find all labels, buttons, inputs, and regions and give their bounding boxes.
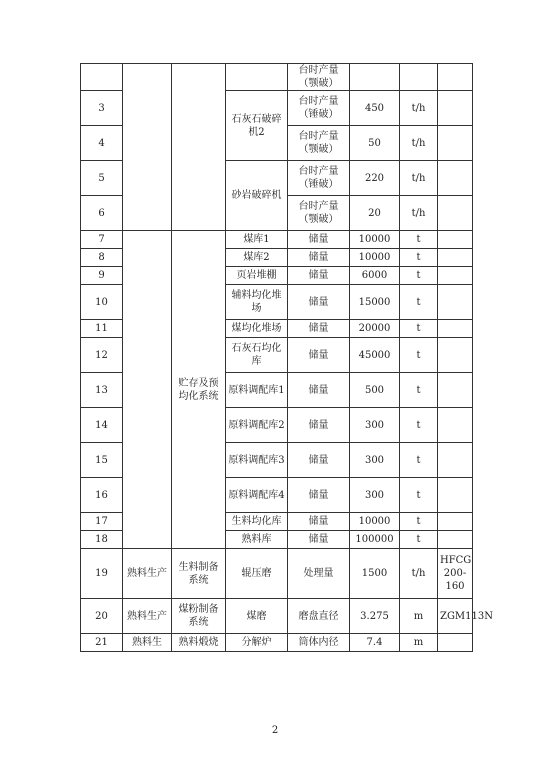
equipment-cell: 煤库1 [226, 231, 288, 249]
process-cell: 熟料生产 [123, 549, 172, 599]
row-number: 15 [81, 443, 123, 478]
process-cell: 熟料生 [123, 634, 172, 652]
unit-cell: t/h [400, 549, 438, 599]
equipment-cell: 原料调配库4 [226, 478, 288, 513]
model-cell [438, 267, 473, 285]
model-cell [438, 373, 473, 408]
parameter-cell: 台时产量 （颚破） [288, 126, 350, 161]
value-cell [350, 64, 400, 91]
model-cell [438, 196, 473, 231]
unit-cell: t [400, 231, 438, 249]
row-number: 21 [81, 634, 123, 652]
value-cell: 300 [350, 408, 400, 443]
system-cell [172, 64, 226, 231]
row-number: 18 [81, 531, 123, 549]
value-cell: 45000 [350, 338, 400, 373]
unit-cell: m [400, 634, 438, 652]
row-number: 4 [81, 126, 123, 161]
value-cell: 500 [350, 373, 400, 408]
unit-cell: t [400, 531, 438, 549]
unit-cell: t/h [400, 196, 438, 231]
parameter-cell: 筒体内径 [288, 634, 350, 652]
system-cell: 贮存及预均化系统 [172, 231, 226, 549]
value-cell: 7.4 [350, 634, 400, 652]
row-number: 9 [81, 267, 123, 285]
equipment-cell: 石灰石破碎机2 [226, 91, 288, 161]
model-cell: ZGM113N [438, 599, 473, 634]
value-cell: 100000 [350, 531, 400, 549]
row-number: 7 [81, 231, 123, 249]
row-number: 13 [81, 373, 123, 408]
unit-cell: t [400, 338, 438, 373]
system-cell: 熟料煅烧 [172, 634, 226, 652]
parameter-cell: 台时产量 （锤破） [288, 91, 350, 126]
model-cell [438, 531, 473, 549]
row-number: 3 [81, 91, 123, 126]
model-cell [438, 408, 473, 443]
unit-cell: t [400, 513, 438, 531]
model-cell [438, 249, 473, 267]
value-cell: 450 [350, 91, 400, 126]
unit-cell: t [400, 443, 438, 478]
row-number [81, 64, 123, 91]
parameter-cell: 储量 [288, 513, 350, 531]
value-cell: 300 [350, 478, 400, 513]
equipment-cell [226, 64, 288, 91]
equipment-cell: 煤均化堆场 [226, 320, 288, 338]
parameter-cell: 储量 [288, 249, 350, 267]
row-number: 8 [81, 249, 123, 267]
parameter-cell: 储量 [288, 478, 350, 513]
unit-cell: t/h [400, 126, 438, 161]
unit-cell: t [400, 320, 438, 338]
model-cell: HFCG 200-160 [438, 549, 473, 599]
equipment-cell: 页岩堆棚 [226, 267, 288, 285]
model-cell [438, 91, 473, 126]
equipment-table [80, 63, 494, 652]
parameter-cell: 处理量 [288, 549, 350, 599]
model-cell [438, 161, 473, 196]
row-number: 12 [81, 338, 123, 373]
equipment-cell: 原料调配库3 [226, 443, 288, 478]
unit-cell: t [400, 373, 438, 408]
row-number: 10 [81, 285, 123, 320]
process-cell: 熟料生产 [123, 599, 172, 634]
parameter-cell: 储量 [288, 443, 350, 478]
equipment-cell: 分解炉 [226, 634, 288, 652]
value-cell: 10000 [350, 249, 400, 267]
model-cell [438, 320, 473, 338]
model-cell [438, 478, 473, 513]
table-row [81, 549, 473, 599]
unit-cell [400, 64, 438, 91]
row-number: 17 [81, 513, 123, 531]
equipment-cell: 煤磨 [226, 599, 288, 634]
parameter-cell: 储量 [288, 320, 350, 338]
value-cell: 3.275 [350, 599, 400, 634]
parameter-cell: 储量 [288, 285, 350, 320]
unit-cell: t [400, 478, 438, 513]
table-row [81, 599, 473, 634]
parameter-cell: 储量 [288, 231, 350, 249]
value-cell: 6000 [350, 267, 400, 285]
unit-cell: t/h [400, 161, 438, 196]
table-row [81, 634, 473, 652]
model-cell [438, 513, 473, 531]
parameter-cell: 储量 [288, 338, 350, 373]
parameter-cell: 储量 [288, 408, 350, 443]
unit-cell: m [400, 599, 438, 634]
system-cell: 生料制备系统 [172, 549, 226, 599]
equipment-cell: 生料均化库 [226, 513, 288, 531]
unit-cell: t/h [400, 91, 438, 126]
value-cell: 220 [350, 161, 400, 196]
parameter-cell: 台时产量 （颚破） [288, 196, 350, 231]
equipment-cell: 石灰石均化库 [226, 338, 288, 373]
model-cell [438, 634, 473, 652]
row-number: 20 [81, 599, 123, 634]
parameter-cell: 台时产量 （颚破） [288, 64, 350, 91]
model-cell [438, 338, 473, 373]
value-cell: 10000 [350, 231, 400, 249]
table-row [81, 231, 473, 249]
equipment-cell: 原料调配库2 [226, 408, 288, 443]
unit-cell: t [400, 408, 438, 443]
value-cell: 10000 [350, 513, 400, 531]
value-cell: 300 [350, 443, 400, 478]
model-cell [438, 64, 473, 91]
process-cell [123, 231, 172, 549]
value-cell: 1500 [350, 549, 400, 599]
unit-cell: t [400, 249, 438, 267]
row-number: 11 [81, 320, 123, 338]
equipment-cell: 熟料库 [226, 531, 288, 549]
unit-cell: t [400, 285, 438, 320]
unit-cell: t [400, 267, 438, 285]
model-cell [438, 443, 473, 478]
equipment-cell: 辊压磨 [226, 549, 288, 599]
equipment-cell: 辅料均化堆场 [226, 285, 288, 320]
row-number: 16 [81, 478, 123, 513]
row-number: 19 [81, 549, 123, 599]
equipment-cell: 煤库2 [226, 249, 288, 267]
row-number: 5 [81, 161, 123, 196]
row-number: 14 [81, 408, 123, 443]
page-number: 2 [271, 725, 279, 736]
model-cell [438, 231, 473, 249]
value-cell: 20 [350, 196, 400, 231]
parameter-cell: 台时产量 （锤破） [288, 161, 350, 196]
parameter-cell: 磨盘直径 [288, 599, 350, 634]
system-cell: 煤粉制备系统 [172, 599, 226, 634]
value-cell: 50 [350, 126, 400, 161]
equipment-cell: 原料调配库1 [226, 373, 288, 408]
parameter-cell: 储量 [288, 531, 350, 549]
process-cell [123, 64, 172, 231]
parameter-cell: 储量 [288, 267, 350, 285]
value-cell: 15000 [350, 285, 400, 320]
model-cell [438, 285, 473, 320]
row-number: 6 [81, 196, 123, 231]
parameter-cell: 储量 [288, 373, 350, 408]
value-cell: 20000 [350, 320, 400, 338]
model-cell [438, 126, 473, 161]
table-row [81, 64, 473, 91]
equipment-cell: 砂岩破碎机 [226, 161, 288, 231]
